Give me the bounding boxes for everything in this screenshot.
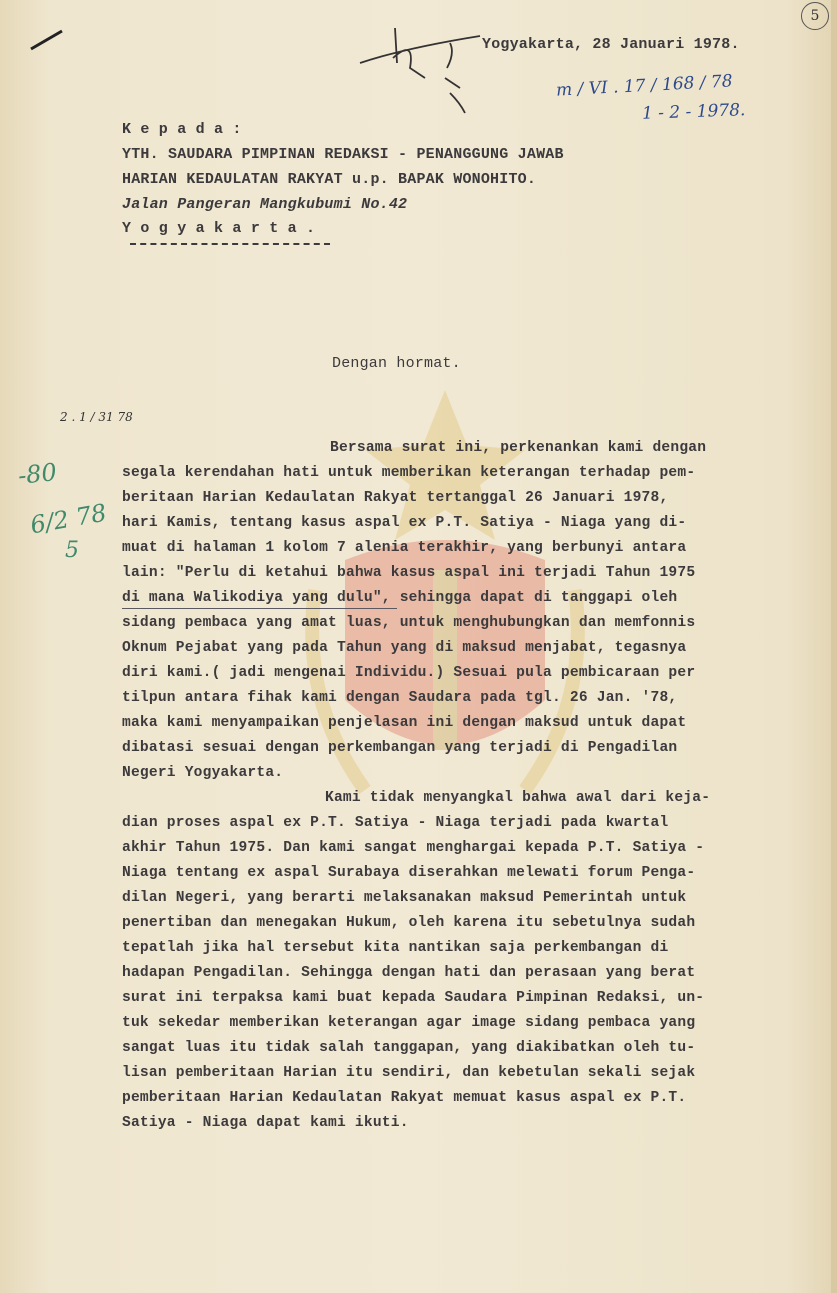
paper-edge	[831, 0, 837, 1293]
paragraph2-line: akhir Tahun 1975. Dan kami sangat menghargai kepada P.T. Satiya -	[122, 840, 705, 856]
paragraph2-line: pemberitaan Harian Kedaulatan Rakyat memuat kasus aspal ex P.T.	[122, 1090, 687, 1106]
paragraph2-line: lisan pemberitaan Harian itu sendiri, dan kebetulan sekali sejak	[122, 1065, 696, 1081]
paragraph1-line: Negeri Yogyakarta.	[122, 765, 284, 781]
paragraph2-line: surat ini terpaksa kami buat kepada Saudara Pimpinan Redaksi, un-	[122, 990, 705, 1006]
margin-note-green-1: -80	[16, 458, 59, 490]
addressee-underline	[130, 243, 330, 245]
margin-note-green-2: 6/2 78	[28, 498, 109, 540]
signature-scribble-icon	[355, 8, 485, 118]
margin-note-green-3: 5	[65, 538, 79, 563]
paragraph1-line: beritaan Harian Kedaulatan Rakyat tertanggal 26 Januari 1978,	[122, 490, 669, 506]
addressee-street: Jalan Pangeran Mangkubumi No.42	[122, 196, 408, 213]
paragraph1-line: muat di halaman 1 kolom 7 alenia terakhir, yang berbunyi antara	[122, 540, 687, 556]
paragraph1-line: lain: "Perlu di ketahui bahwa kasus aspal ini terjadi Tahun 1975	[122, 565, 696, 581]
paragraph2-line: tuk sekedar memberikan keterangan agar image sidang pembaca yang	[122, 1015, 696, 1031]
page-number-circle: 5	[801, 2, 829, 30]
paragraph2-line: sangat luas itu tidak salah tanggapan, yang diakibatkan oleh tu-	[122, 1040, 696, 1056]
addressee-line-2: HARIAN KEDAULATAN RAKYAT u.p. BAPAK WONOHITO.	[122, 171, 537, 188]
addressee-line-1: YTH. SAUDARA PIMPINAN REDAKSI - PENANGGUNG JAWAB	[122, 146, 564, 163]
addressee-kepada: K e p a d a :	[122, 121, 242, 138]
quote-underline	[122, 608, 397, 609]
paragraph2-line: Satiya - Niaga dapat kami ikuti.	[122, 1115, 409, 1131]
paragraph2-line: hadapan Pengadilan. Sehingga dengan hati dan perasaan yang berat	[122, 965, 696, 981]
paragraph2-line: penertiban dan menegakan Hukum, oleh karena itu sebetulnya sudah	[122, 915, 696, 931]
paragraph1-line: segala kerendahan hati untuk memberikan keterangan terhadap pem-	[122, 465, 696, 481]
paragraph1-line: tilpun antara fihak kami dengan Saudara pada tgl. 26 Jan. '78,	[122, 690, 678, 706]
pencil-mark-icon	[28, 25, 68, 55]
salutation: Dengan hormat.	[332, 355, 461, 372]
paragraph1-line: sidang pembaca yang amat luas, untuk menghubungkan dan memfonnis	[122, 615, 696, 631]
letter-date: Yogyakarta, 28 Januari 1978.	[482, 36, 740, 53]
paragraph2-line: tepatlah jika hal tersebut kita nantikan saja perkembangan di	[122, 940, 669, 956]
paragraph1-line: di mana Walikodiya yang dulu", sehingga dapat di tanggapi oleh	[122, 590, 678, 606]
margin-note-small: 2 . 1 / 31 78	[60, 410, 133, 424]
paragraph1-line: maka kami menyampaikan penjelasan ini dengan maksud untuk dapat	[122, 715, 687, 731]
paragraph1-line: Bersama surat ini, perkenankan kami dengan	[330, 440, 707, 456]
paragraph2-line: Kami tidak menyangkal bahwa awal dari keja-	[325, 790, 711, 806]
paragraph1-line: hari Kamis, tentang kasus aspal ex P.T. Satiya - Niaga yang di-	[122, 515, 687, 531]
paragraph1-line: diri kami.( jadi mengenai Individu.) Sesuai pula pembicaraan per	[122, 665, 696, 681]
paragraph1-line: Oknum Pejabat yang pada Tahun yang di maksud menjabat, tegasnya	[122, 640, 687, 656]
handwritten-reference-date: 1 - 2 - 1978.	[641, 100, 746, 124]
paragraph1-line: dibatasi sesuai dengan perkembangan yang terjadi di Pengadilan	[122, 740, 678, 756]
addressee-city: Y o g y a k a r t a .	[122, 220, 316, 237]
paragraph2-line: dian proses aspal ex P.T. Satiya - Niaga terjadi pada kwartal	[122, 815, 669, 831]
paragraph2-line: dilan Negeri, yang berarti melaksanakan maksud Pemerintah untuk	[122, 890, 687, 906]
handwritten-reference-number: m / VI . 17 / 168 / 78	[555, 71, 734, 101]
paragraph2-line: Niaga tentang ex aspal Surabaya diserahkan melewati forum Penga-	[122, 865, 696, 881]
